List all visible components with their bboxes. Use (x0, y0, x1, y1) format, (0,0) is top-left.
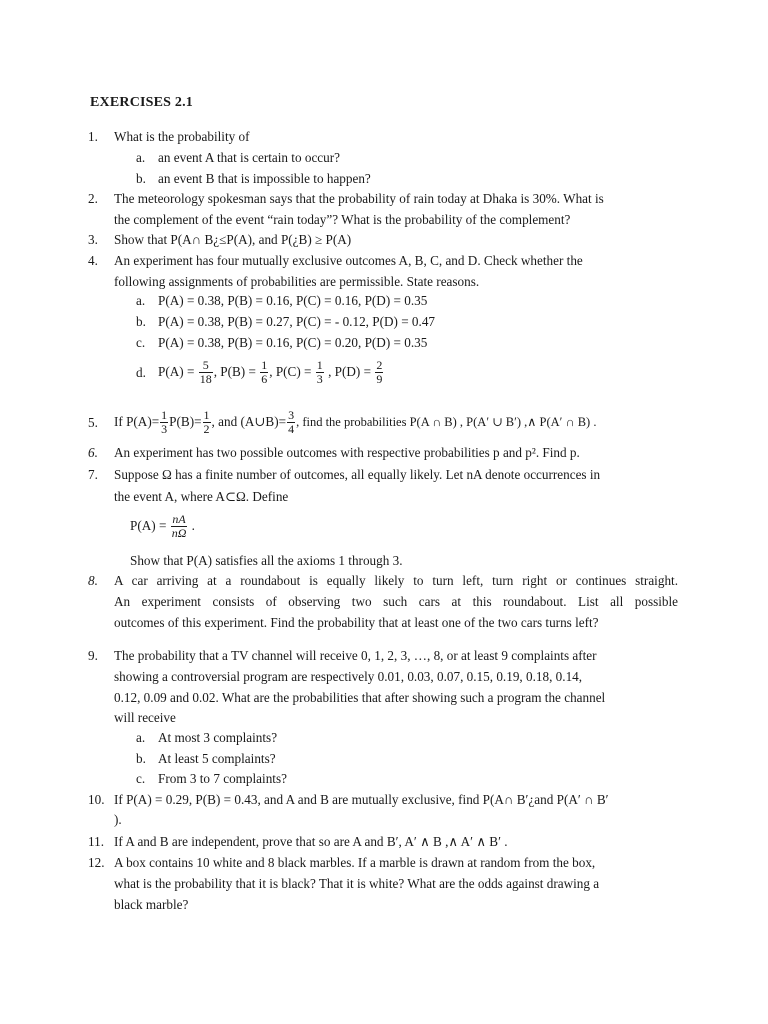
fraction-denominator: 3 (316, 372, 323, 387)
q1-number: 1. (88, 129, 98, 144)
q9-a-text: At most 3 complaints? (158, 730, 278, 745)
q9-number: 9. (88, 648, 98, 663)
q8-line3: outcomes of this experiment. Find the probability that at least one of the two cars turns left? (114, 615, 599, 630)
q1-b-label: b. (136, 171, 146, 186)
q7-definition: P(A) = $\frac{nA}{n\Omega}$ . (130, 512, 195, 541)
fraction-denominator: 3 (161, 422, 168, 437)
q5-part1: If P(A)= (114, 414, 160, 429)
q10-number: 10. (88, 792, 105, 807)
q4-d-pa: P(A) = (158, 364, 195, 379)
q5-part3: , and (A∪B)= (211, 414, 287, 429)
q7-line1: Suppose Ω has a finite number of outcomes, all equally likely. Let nA denote occurrences in (114, 467, 601, 482)
q7-def-lhs: P(A) = (130, 518, 167, 533)
q4-d-pc: , P(C) = (269, 364, 312, 379)
q4-d-pd: , P(D) = (324, 364, 372, 379)
q4-b-text: P(A) = 0.38, P(B) = 0.27, P(C) = - 0.12, P(D) = 0.47 (158, 314, 436, 329)
page-title: EXERCISES 2.1 (90, 95, 193, 110)
fraction-denominator: 2 (203, 422, 210, 437)
fraction-denominator: 18 (199, 372, 212, 387)
q4-c-text: P(A) = 0.38, P(B) = 0.16, P(C) = 0.20, P(D) = 0.35 (158, 335, 428, 350)
q5-number: 5. (88, 415, 98, 430)
q4-c-label: c. (136, 335, 146, 350)
q7-show: Show that P(A) satisfies all the axioms 1 through 3. (130, 553, 403, 568)
q5-expression (114, 400, 596, 444)
q2-line1: The meteorology spokesman says that the probability of rain today at Dhaka is 30%. What is (114, 191, 604, 206)
q12-line1: A box contains 10 white and 8 black marbles. If a marble is drawn at random from the box, (114, 855, 596, 870)
q5-part4: , find the probabilities P(A ∩ B) , P(A′ ∪ B′) ,∧ P(A′ ∩ B) . (296, 415, 597, 429)
fraction-numerator: 3 (288, 408, 295, 423)
q4-d-pb: , P(B) = (213, 364, 256, 379)
fraction-numerator: 1 (316, 358, 323, 373)
q12-line2: what is the probability that it is black? That it is white? What are the odds against drawing a (114, 876, 600, 891)
q8-line1: A car arriving at a roundabout is equally likely to turn left, turn right or continues straight. (114, 573, 678, 588)
q2-line2: the complement of the event “rain today”? What is the probability of the complement? (114, 212, 571, 227)
q9-b-text: At least 5 complaints? (158, 751, 276, 766)
q7-line2: the event A, where A⊂Ω. Define (114, 489, 289, 504)
q2-number: 2. (88, 191, 98, 206)
q7-number: 7. (88, 467, 98, 482)
q9-c-text: From 3 to 7 complaints? (158, 771, 287, 786)
fraction-numerator: 2 (376, 358, 383, 373)
q4-a-label: a. (136, 293, 146, 308)
q12-line3: black marble? (114, 897, 189, 912)
q4-d-pb-fraction (260, 359, 268, 386)
q6-number: 6. (88, 445, 98, 460)
q11-text: If A and B are independent, prove that so are A and B′, A′ ∧ B ,∧ A′ ∧ B′ . (114, 834, 508, 849)
fraction-numerator: nA (172, 512, 186, 527)
fraction-denominator: 9 (376, 372, 383, 387)
q9-line1: The probability that a TV channel will receive 0, 1, 2, 3, …, 8, or at least 9 complaints after (114, 648, 597, 663)
q9-line3: 0.12, 0.09 and 0.02. What are the probabilities that after showing such a program the channel (114, 690, 606, 705)
q3-number: 3. (88, 232, 98, 247)
q4-d-expression (158, 350, 384, 394)
q7-def-fraction (171, 513, 188, 540)
q4-line2: following assignments of probabilities are permissible. State reasons. (114, 274, 480, 289)
q9-a-label: a. (136, 730, 146, 745)
fraction-denominator: 4 (288, 422, 295, 437)
q12-number: 12. (88, 855, 105, 870)
q10-line1: If P(A) = 0.29, P(B) = 0.43, and A and B are mutually exclusive, find P(A∩ B′¿and P(A′ ∩ B′ (114, 792, 609, 807)
q6-text: An experiment has two possible outcomes with respective probabilities p and p². Find p. (114, 445, 580, 460)
q4-number: 4. (88, 253, 98, 268)
q5-fraction-3 (287, 409, 295, 436)
q9-c-label: c. (136, 771, 146, 786)
q9-line4: will receive (114, 710, 176, 725)
q4-b-label: b. (136, 314, 146, 329)
q4-line1: An experiment has four mutually exclusive outcomes A, B, C, and D. Check whether the (114, 253, 583, 268)
q1-a-label: a. (136, 150, 146, 165)
q11-number: 11. (88, 834, 104, 849)
q4-d-label: d. (136, 365, 146, 380)
q5-fraction-2 (203, 409, 211, 436)
q4-a-text: P(A) = 0.38, P(B) = 0.16, P(C) = 0.16, P(D) = 0.35 (158, 293, 428, 308)
fraction-numerator: 1 (161, 408, 168, 423)
fraction-numerator: 5 (199, 359, 213, 373)
q4-d-pd-fraction (375, 359, 383, 386)
q4-d-pa-fraction (199, 359, 213, 386)
fraction-denominator: nΩ (171, 526, 187, 541)
q9-line2: showing a controversial program are respectively 0.01, 0.03, 0.07, 0.15, 0.19, 0.18, 0.14, (114, 669, 583, 684)
q9-b-label: b. (136, 751, 146, 766)
fraction-numerator: 1 (203, 408, 210, 423)
q1-b-text: an event B that is impossible to happen? (158, 171, 371, 186)
q10-line2: ). (114, 812, 122, 827)
q3-text: Show that P(A∩ B¿≤P(A), and P(¿B) ≥ P(A) (114, 232, 352, 247)
q4-d-pc-fraction (316, 359, 324, 386)
q8-number: 8. (88, 573, 98, 588)
fraction-numerator: 1 (261, 358, 268, 373)
q5-part2: P(B)= (169, 414, 202, 429)
q1-text: What is the probability of (114, 129, 250, 144)
q5-fraction-1 (160, 409, 168, 436)
fraction-denominator: 6 (261, 372, 268, 387)
q8-line2: An experiment consists of observing two such cars at this roundabout. List all possible (114, 594, 678, 609)
q1-a-text: an event A that is certain to occur? (158, 150, 340, 165)
